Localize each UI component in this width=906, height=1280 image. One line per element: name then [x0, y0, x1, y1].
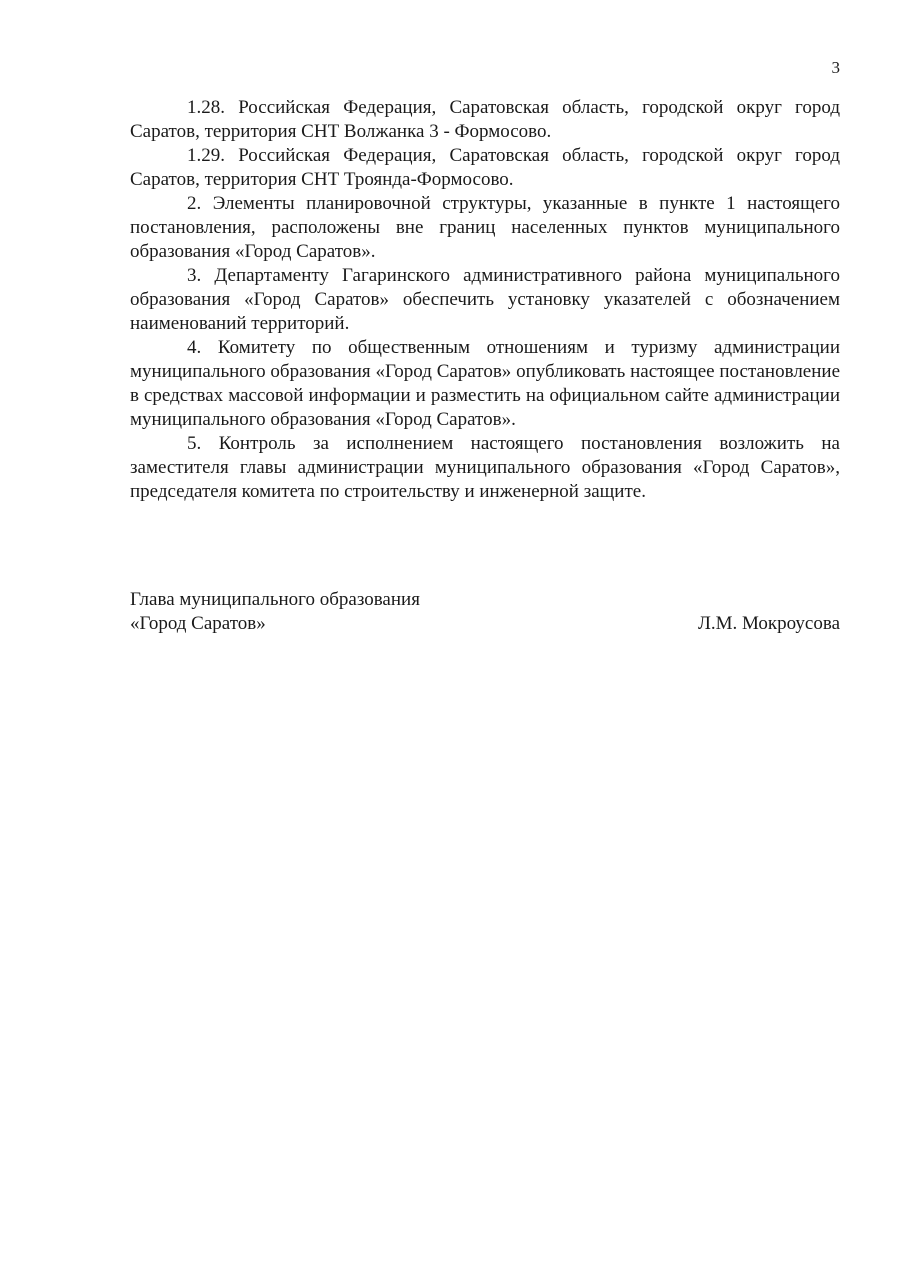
paragraph-1-29: 1.29. Российская Федерация, Саратовская область, городской округ город Саратов, территория СНТ Троянда-Формосово.: [130, 145, 840, 190]
signature-block: [130, 588, 840, 636]
paragraph-5: 5. Контроль за исполнением настоящего постановления возложить на заместителя главы администрации муниципального образования «Город Саратов», председателя комитета по строительству и инженерной защите.: [130, 433, 840, 502]
signatory-name: Л.М. Мокроусова: [697, 613, 840, 634]
page-number: 3: [831, 58, 840, 77]
paragraph-1-28: 1.28. Российская Федерация, Саратовская область, городской округ город Саратов, территория СНТ Волжанка 3 - Формосово.: [130, 97, 840, 142]
signature-title-line1: Глава муниципального образования: [130, 589, 420, 610]
signature-title-line2: «Город Саратов»: [130, 613, 266, 634]
document-body: [130, 96, 840, 504]
paragraph-2: 2. Элементы планировочной структуры, указанные в пункте 1 настоящего постановления, расположены вне границ населенных пунктов муниципального образования «Город Саратов».: [130, 193, 840, 262]
paragraph-3: 3. Департаменту Гагаринского административного района муниципального образования «Город Саратов» обеспечить установку указателей с обозначением наименований территорий.: [130, 265, 840, 334]
signature-row: [130, 612, 840, 636]
paragraph-4: 4. Комитету по общественным отношениям и туризму администрации муниципального образования «Город Саратов» опубликовать настоящее постановление в средствах массовой информации и разместить на официальном сайте администрации муниципального образования «Город Саратов».: [130, 337, 840, 430]
